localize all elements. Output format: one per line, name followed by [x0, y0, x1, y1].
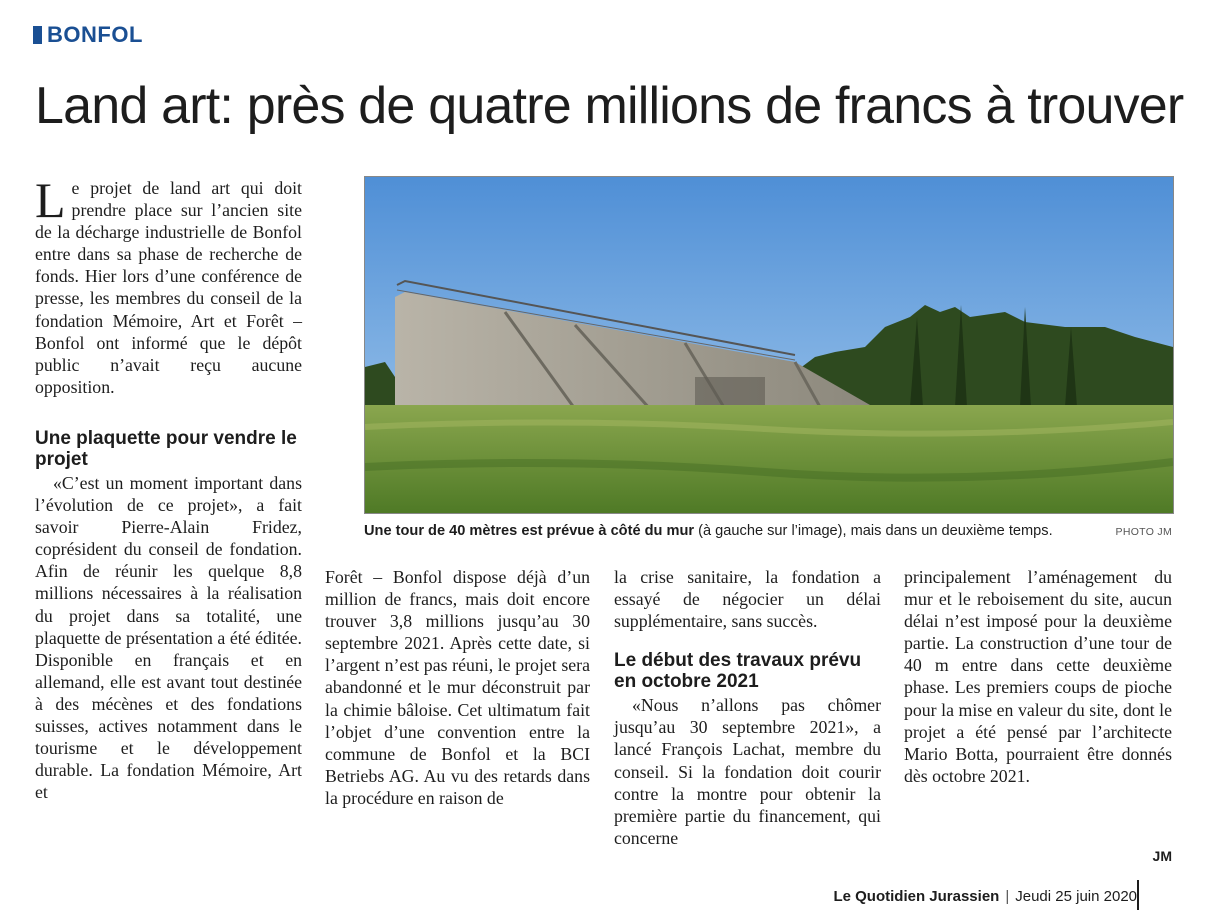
lead-paragraph	[35, 172, 302, 398]
body-paragraph: principalement l’aménagement du mur et le reboisement du site, aucun délai n’est imposé pour la deuxième partie. La construction d’une tour de 40 m entre dans cette deuxième phase. Les premiers coups de pioche pour la mise en valeur du site, dont le projet a été pensé par l’architecte Mario Botta, pourraient être donnés dès octobre 2021.	[904, 567, 1172, 786]
drop-cap: L	[35, 172, 66, 228]
article-column-4	[904, 566, 1172, 787]
publication-date: Jeudi 25 juin 2020	[1015, 888, 1137, 905]
caption-bold: Une tour de 40 mètres est prévue à côté du mur	[364, 523, 695, 539]
subheading-plaquette: Une plaquette pour vendre le projet	[35, 427, 297, 470]
photo-wall-landscape	[365, 177, 1173, 513]
author-initials: JM	[1152, 848, 1172, 864]
body-paragraph: «Nous n’allons pas chômer jusqu’au 30 septembre 2021», a lancé François Lachat, membre du conseil. Si la fondation doit courir contre la montre pour obtenir la première partie du financement, qui concerne	[614, 695, 881, 848]
body-paragraph: Forêt – Bonfol dispose déjà d’un million de francs, mais doit encore trouver 3,8 millions jusqu’au 30 septembre 2021. Après cette date, si l’argent n’est pas réuni, le projet sera abandonné et le mur déconstruit par la chimie bâloise. Cet ultimatum fait l’objet d’une convention entre la commune de Bonfol et la BCI Betriebs AG. Au vu des retards dans la procédure en raison de	[325, 567, 590, 808]
photo-caption	[364, 523, 1172, 539]
photo-credit: PHOTO JM	[1115, 526, 1172, 538]
kicker-label: BONFOL	[47, 22, 143, 47]
body-paragraph: «C’est un moment important dans l’évolution de ce projet», a fait savoir Pierre-Alain Fridez, coprésident du conseil de fondation. Afin de réunir les quelque 8,8 millions nécessaires à la réalisation du projet dans sa totalité, une plaquette de présentation a été éditée. Disponible en français et en allemand, elle est avant tout destinée à des mécènes et des fondations suisses, actives notamment dans le tourisme et le développement durable. La fondation Mémoire, Art et	[35, 472, 302, 803]
section-kicker	[33, 22, 143, 48]
article-column-2	[325, 566, 590, 809]
newspaper-name: Le Quotidien Jurassien	[833, 888, 1000, 905]
article-headline: Land art: près de quatre millions de francs à trouver	[35, 77, 1184, 135]
lead-text: e projet de land art qui doit prendre place sur l’ancien site de la décharge industrielle de Bonfol entre dans sa phase de recherche de fonds. Hier lors d’une conférence de presse, les membres du conseil de la fondation Mémoire, Art et Forêt – Bonfol ont informé que le dépôt public n’avait reçu aucune opposition.	[35, 178, 302, 397]
article-column-3	[614, 566, 881, 849]
page-footer	[833, 888, 1137, 905]
caption-rest: (à gauche sur l’image), mais dans un deuxième temps.	[694, 523, 1053, 539]
article-photo	[364, 176, 1174, 514]
article-column-1	[35, 172, 302, 803]
footer-separator: |	[1005, 888, 1010, 905]
footer-rule	[1137, 880, 1139, 910]
body-paragraph: la crise sanitaire, la fondation a essayé de négocier un délai supplémentaire, sans succès.	[614, 567, 881, 632]
caption-text	[364, 523, 1053, 539]
kicker-square-icon	[33, 26, 42, 44]
subheading-travaux: Le début des travaux prévu en octobre 2021	[614, 650, 862, 693]
